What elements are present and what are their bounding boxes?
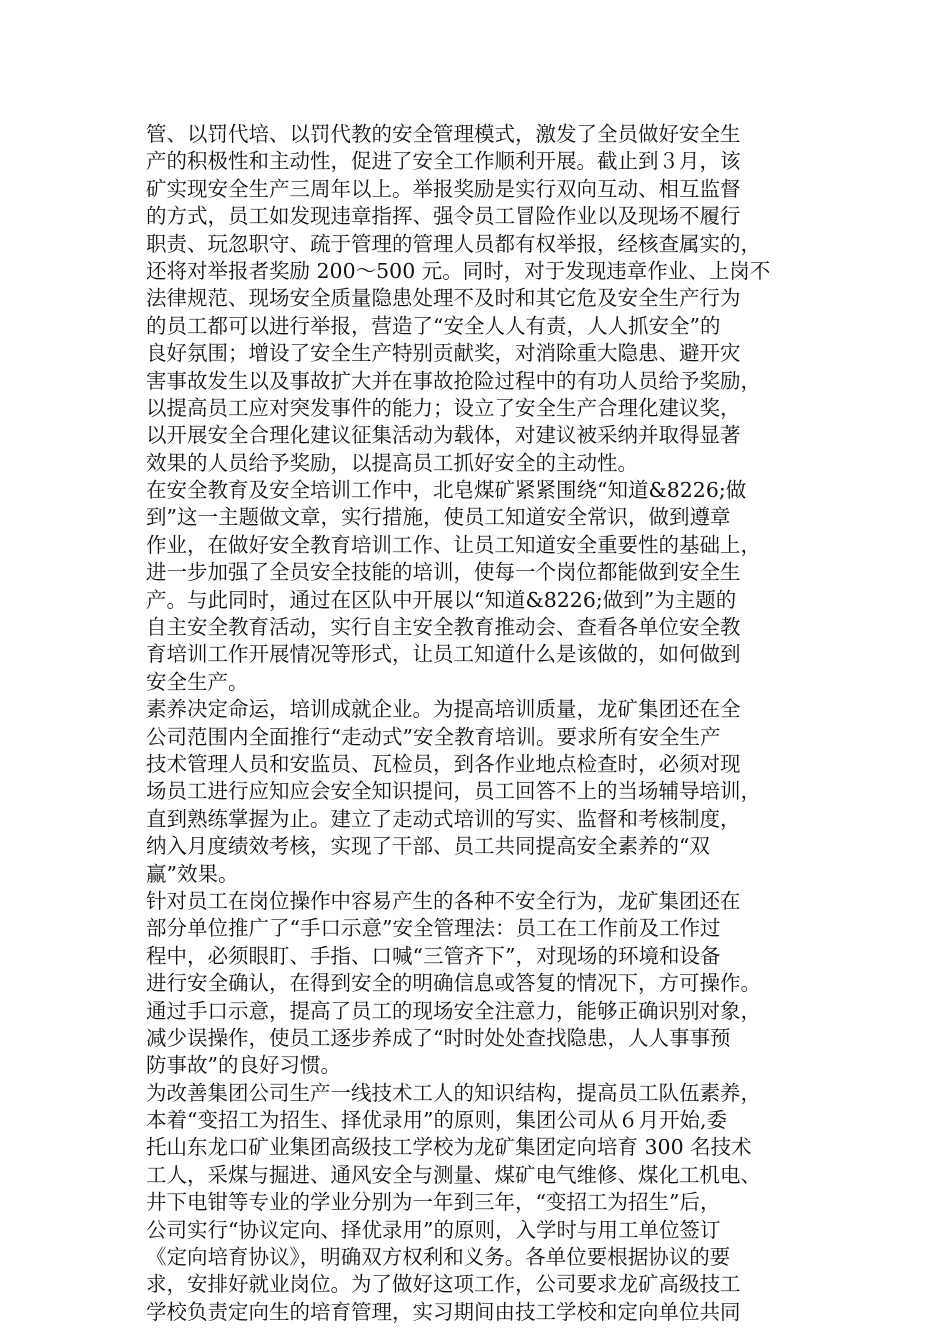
text-line: 害事故发生以及事故扩大并在事故抢险过程中的有功人员给予奖励， (146, 368, 761, 393)
text-line: 管、以罚代培、以罚代教的安全管理模式，激发了全员做好安全生 (146, 122, 741, 146)
text-line: 托山东龙口矿业集团高级技工学校为龙矿集团定向培育 300 名技术 (146, 1135, 752, 1160)
text-line: 职责、玩忽职守、疏于管理的管理人员都有权举报，经核查属实的， (146, 231, 761, 256)
text-line: 防事故”的良好习惯。 (146, 1053, 341, 1078)
text-line: 的员工都可以进行举报，营造了“安全人人有责，人人抓安全”的 (146, 313, 721, 338)
text-line: 求，安排好就业岗位。为了做好这项工作，公司要求龙矿高级技工 (146, 1272, 741, 1297)
text-line: 法律规范、现场安全质量隐患处理不及时和其它危及安全生产行为 (146, 286, 741, 311)
text-line: 部分单位推广了“手口示意”安全管理法：员工在工作前及工作过 (146, 916, 721, 941)
text-line: 到”这一主题做文章，实行措施，使员工知道安全常识，做到遵章 (146, 505, 731, 530)
text-line: 学校负责定向生的培育管理，实习期间由技工学校和定向单位共同 (146, 1299, 741, 1324)
text-line: 安全生产。 (146, 669, 249, 694)
text-line: 公司范围内全面推行“走动式”安全教育培训。要求所有安全生产 (146, 724, 721, 749)
text-line: 《定向培育协议》，明确双方权利和义务。各单位要根据协议的要 (146, 1245, 731, 1270)
text-line: 程中，必须眼盯、手指、口喊“三管齐下”，对现场的环境和设备 (146, 943, 721, 968)
text-line: 素养决定命运，培训成就企业。为提高培训质量，龙矿集团还在全 (146, 697, 741, 722)
text-line: 井下电钳等专业的学业分别为一年到三年，“变招工为招生”后， (146, 1190, 721, 1215)
text-line: 育培训工作开展情况等形式，让员工知道什么是该做的，如何做到 (146, 642, 741, 667)
text-line: 在安全教育及安全培训工作中，北皂煤矿紧紧围绕“知道&8226;做 (146, 478, 747, 503)
document-body (146, 121, 826, 1326)
text-line: 场员工进行应知应会安全知识提问，员工回答不上的当场辅导培训， (146, 779, 761, 804)
text-line: 自主安全教育活动，实行自主安全教育推动会、查看各单位安全教 (146, 615, 741, 640)
text-line: 进行安全确认，在得到安全的明确信息或答复的情况下，方可操作。 (146, 971, 761, 996)
text-line: 通过手口示意，提高了员工的现场安全注意力，能够正确识别对象， (146, 998, 761, 1023)
text-line: 技术管理人员和安监员、瓦检员，到各作业地点检查时，必须对现 (146, 751, 741, 776)
text-line: 工人，采煤与掘进、通风安全与测量、煤矿电气维修、煤化工机电、 (146, 1162, 761, 1187)
text-line: 还将对举报者奖励 200～500 元。同时，对于发现违章作业、上岗不 (146, 258, 771, 283)
text-line: 纳入月度绩效考核，实现了干部、员工共同提高安全素养的“双 (146, 834, 710, 859)
text-line: 减少误操作，使员工逐步养成了“时时处处查找隐患，人人事事预 (146, 1025, 731, 1050)
text-line: 产。与此同时，通过在区队中开展以“知道&8226;做到”为主题的 (146, 587, 737, 612)
text-line: 产的积极性和主动性，促进了安全工作顺利开展。截止到３月，该 (146, 149, 741, 174)
text-line: 以提高员工应对突发事件的能力；设立了安全生产合理化建议奖， (146, 395, 741, 420)
text-line: 针对员工在岗位操作中容易产生的各种不安全行为，龙矿集团还在 (146, 888, 741, 913)
text-line: 本着“变招工为招生、择优录用”的原则，集团公司从６月开始,委 (146, 1108, 727, 1133)
text-line: 公司实行“协议定向、择优录用”的原则，入学时与用工单位签订 (146, 1217, 721, 1242)
text-line: 直到熟练掌握为止。建立了走动式培训的写实、监督和考核制度， (146, 806, 741, 831)
text-line: 矿实现安全生产三周年以上。举报奖励是实行双向互动、相互监督 (146, 176, 741, 201)
text-line: 良好氛围；增设了安全生产特别贡献奖，对消除重大隐患、避开灾 (146, 341, 741, 366)
text-line: 赢”效果。 (146, 861, 239, 886)
text-line: 作业，在做好安全教育培训工作、让员工知道安全重要性的基础上， (146, 532, 761, 557)
text-line: 的方式，员工如发现违章指挥、强令员工冒险作业以及现场不履行 (146, 204, 741, 229)
text-line: 效果的人员给予奖励，以提高员工抓好安全的主动性。 (146, 450, 638, 475)
text-line: 为改善集团公司生产一线技术工人的知识结构，提高员工队伍素养， (146, 1080, 761, 1105)
text-line: 进一步加强了全员安全技能的培训，使每一个岗位都能做到安全生 (146, 560, 741, 585)
text-line: 以开展安全合理化建议征集活动为载体，对建议被采纳并取得显著 (146, 423, 741, 448)
